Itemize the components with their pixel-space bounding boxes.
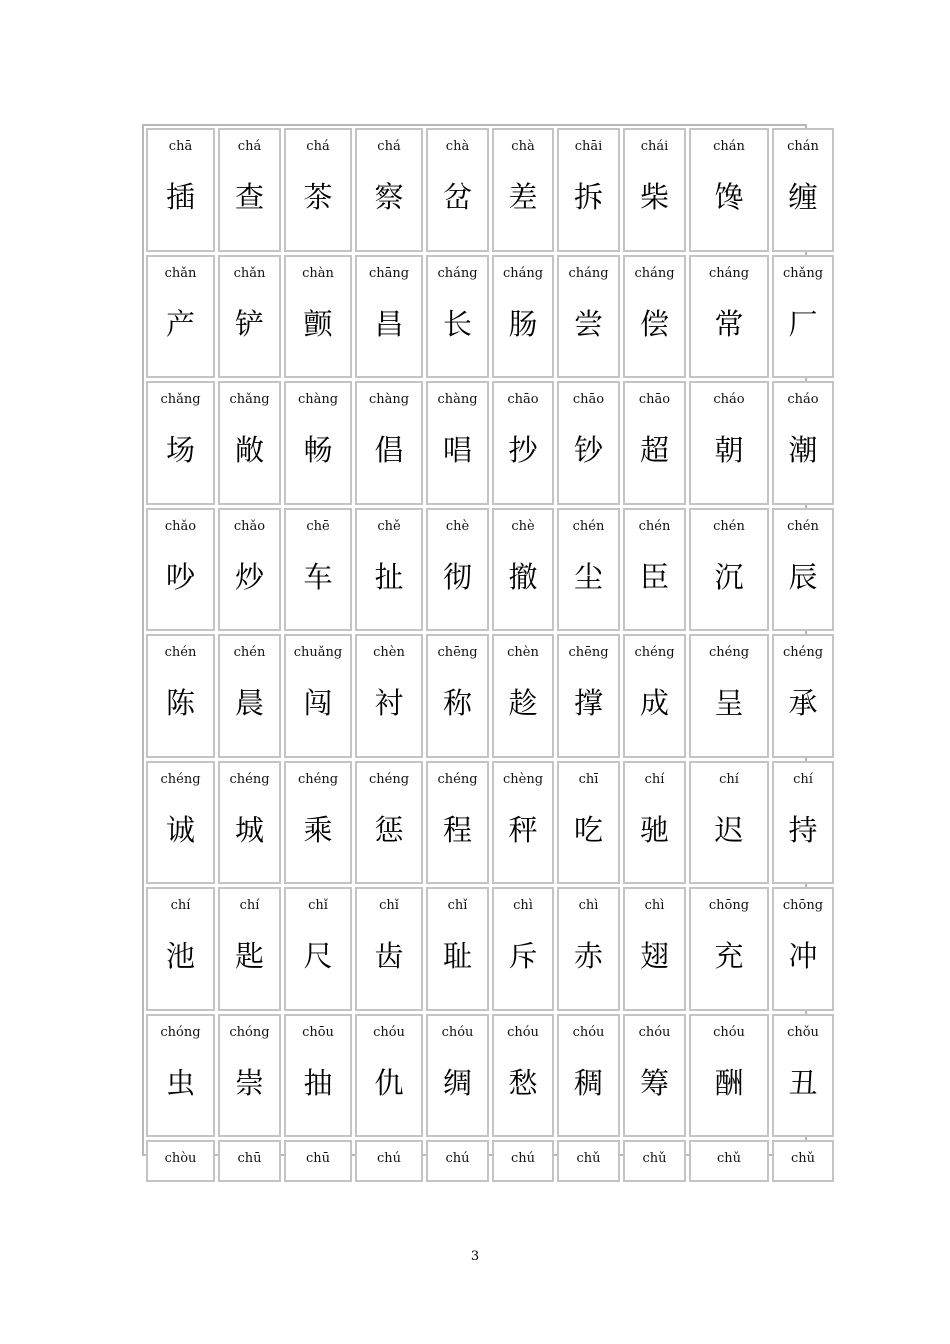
pinyin-label: chá bbox=[377, 139, 401, 154]
character-card bbox=[772, 381, 834, 505]
pinyin-label: chàng bbox=[297, 392, 339, 407]
hanzi-character: 衬 bbox=[374, 686, 404, 720]
pinyin-label: chén bbox=[164, 645, 197, 660]
character-card bbox=[689, 761, 769, 885]
pinyin-label: chén bbox=[233, 645, 266, 660]
character-card bbox=[492, 634, 554, 758]
hanzi-character: 畅 bbox=[303, 433, 333, 467]
pinyin-label: chéng bbox=[297, 771, 339, 787]
hanzi-character: 柴 bbox=[639, 180, 669, 214]
character-card bbox=[284, 1014, 352, 1138]
character-card bbox=[689, 381, 769, 505]
pinyin-label: chéng bbox=[229, 771, 270, 787]
pinyin-label: chǎng bbox=[160, 392, 201, 407]
character-card bbox=[355, 508, 423, 632]
hanzi-character: 倡 bbox=[374, 433, 404, 467]
character-card bbox=[492, 1140, 554, 1182]
character-card bbox=[623, 508, 686, 632]
page-number: 3 bbox=[470, 1249, 480, 1264]
pinyin-label: chǎng bbox=[229, 392, 270, 407]
pinyin-label: chōu bbox=[302, 1024, 334, 1040]
hanzi-character: 彻 bbox=[442, 559, 472, 594]
hanzi-character: 充 bbox=[714, 939, 744, 973]
hanzi-character: 吃 bbox=[573, 812, 603, 847]
hanzi-character: 产 bbox=[165, 306, 195, 341]
character-card bbox=[284, 381, 352, 505]
hanzi-character: 承 bbox=[788, 686, 818, 720]
hanzi-character: 丑 bbox=[788, 1065, 818, 1100]
hanzi-character: 耻 bbox=[442, 939, 472, 973]
hanzi-character: 尘 bbox=[573, 559, 603, 594]
character-card bbox=[557, 128, 620, 252]
character-card bbox=[218, 887, 281, 1011]
character-card bbox=[623, 381, 686, 505]
pinyin-label: cháng bbox=[568, 265, 609, 281]
pinyin-label: chàng bbox=[368, 392, 410, 407]
pinyin-label: chóu bbox=[373, 1024, 405, 1040]
pinyin-label: chéng bbox=[708, 645, 750, 660]
character-card bbox=[146, 1140, 215, 1182]
pinyin-label: cháng bbox=[634, 265, 675, 281]
hanzi-character: 查 bbox=[234, 180, 264, 214]
character-card bbox=[689, 508, 769, 632]
hanzi-character: 城 bbox=[234, 812, 264, 847]
character-card bbox=[355, 1014, 423, 1138]
hanzi-character: 翅 bbox=[639, 939, 669, 973]
pinyin-label: chóu bbox=[638, 1024, 671, 1040]
character-card bbox=[557, 1014, 620, 1138]
hanzi-character: 察 bbox=[374, 180, 404, 214]
character-card bbox=[557, 761, 620, 885]
pinyin-label: chì bbox=[644, 898, 665, 913]
pinyin-label: chú bbox=[376, 1151, 402, 1166]
hanzi-character: 钞 bbox=[573, 433, 603, 467]
pinyin-label: chà bbox=[445, 139, 470, 154]
character-card bbox=[426, 634, 489, 758]
character-card bbox=[146, 255, 215, 379]
pinyin-label: chǎng bbox=[782, 265, 824, 281]
pinyin-label: chōng bbox=[782, 898, 824, 913]
hanzi-character: 程 bbox=[442, 812, 472, 847]
hanzi-character: 场 bbox=[165, 433, 195, 467]
pinyin-label: chú bbox=[445, 1151, 470, 1166]
pinyin-label: chén bbox=[787, 518, 819, 534]
pinyin-label: chē bbox=[306, 518, 330, 534]
hanzi-character: 迟 bbox=[714, 812, 744, 847]
pinyin-label: chě bbox=[377, 518, 401, 534]
character-card bbox=[355, 255, 423, 379]
hanzi-character: 赤 bbox=[573, 939, 603, 973]
hanzi-character: 陈 bbox=[165, 686, 195, 720]
hanzi-character: 呈 bbox=[714, 686, 744, 720]
character-card bbox=[284, 761, 352, 885]
hanzi-character: 颤 bbox=[303, 306, 333, 341]
hanzi-character: 崇 bbox=[234, 1065, 264, 1100]
pinyin-label: cháng bbox=[437, 265, 478, 281]
hanzi-character: 茶 bbox=[303, 180, 333, 214]
character-card bbox=[355, 381, 423, 505]
pinyin-label: chēng bbox=[568, 645, 609, 660]
pinyin-label: chāo bbox=[572, 392, 605, 407]
character-card bbox=[492, 761, 554, 885]
character-card bbox=[426, 1140, 489, 1182]
character-card bbox=[426, 508, 489, 632]
character-card bbox=[355, 761, 423, 885]
hanzi-character: 抄 bbox=[508, 433, 538, 467]
hanzi-character: 辰 bbox=[788, 559, 818, 594]
pinyin-label: chí bbox=[719, 771, 739, 787]
hanzi-character: 持 bbox=[788, 812, 818, 847]
pinyin-label: chǐ bbox=[447, 898, 468, 913]
character-card bbox=[284, 887, 352, 1011]
character-card bbox=[492, 381, 554, 505]
hanzi-character: 酬 bbox=[714, 1065, 744, 1100]
character-card bbox=[284, 255, 352, 379]
pinyin-label: chǐ bbox=[308, 898, 328, 913]
character-card bbox=[426, 887, 489, 1011]
character-card bbox=[557, 508, 620, 632]
pinyin-label: chí bbox=[239, 898, 260, 913]
pinyin-label: cháng bbox=[502, 265, 544, 281]
character-card bbox=[284, 128, 352, 252]
pinyin-label: chū bbox=[305, 1151, 331, 1166]
hanzi-character: 愁 bbox=[508, 1065, 538, 1100]
hanzi-character: 拆 bbox=[573, 180, 603, 214]
pinyin-label: chéng bbox=[160, 771, 201, 787]
pinyin-label: chǎo bbox=[233, 518, 266, 534]
character-card bbox=[218, 381, 281, 505]
character-card bbox=[623, 255, 686, 379]
character-card bbox=[772, 1014, 834, 1138]
character-card bbox=[557, 887, 620, 1011]
character-card bbox=[623, 1140, 686, 1182]
hanzi-character: 厂 bbox=[788, 306, 818, 341]
hanzi-character: 唱 bbox=[442, 433, 472, 467]
pinyin-label: chí bbox=[793, 771, 813, 787]
character-card bbox=[355, 1140, 423, 1182]
hanzi-character: 惩 bbox=[374, 812, 404, 847]
pinyin-label: chén bbox=[638, 518, 671, 534]
character-card bbox=[557, 255, 620, 379]
hanzi-character: 常 bbox=[714, 306, 744, 341]
character-card bbox=[146, 887, 215, 1011]
hanzi-character: 晨 bbox=[234, 686, 264, 720]
pinyin-label: chǎo bbox=[164, 518, 197, 534]
pinyin-label: chóu bbox=[713, 1024, 745, 1040]
pinyin-label: chǎn bbox=[233, 265, 266, 281]
pinyin-label: chéng bbox=[634, 645, 675, 660]
pinyin-label: chuǎng bbox=[293, 645, 343, 660]
hanzi-character: 虫 bbox=[165, 1065, 195, 1100]
pinyin-label: chì bbox=[513, 898, 533, 913]
pinyin-label: cháo bbox=[787, 392, 819, 407]
character-card bbox=[689, 1140, 769, 1182]
character-card bbox=[146, 1014, 215, 1138]
character-card bbox=[218, 508, 281, 632]
character-card bbox=[426, 761, 489, 885]
pinyin-label: chá bbox=[306, 139, 330, 154]
pinyin-label: chēng bbox=[437, 645, 478, 660]
pinyin-label: chū bbox=[237, 1151, 262, 1166]
pinyin-label: chè bbox=[511, 518, 535, 534]
pinyin-label: chéng bbox=[368, 771, 410, 787]
pinyin-label: chóng bbox=[160, 1024, 201, 1040]
hanzi-character: 扯 bbox=[374, 559, 404, 594]
character-card bbox=[623, 128, 686, 252]
pinyin-label: chèn bbox=[507, 645, 539, 660]
pinyin-label: cháng bbox=[708, 265, 750, 281]
character-card bbox=[623, 1014, 686, 1138]
pinyin-label: chāo bbox=[638, 392, 671, 407]
hanzi-character: 冲 bbox=[788, 939, 818, 973]
character-card bbox=[492, 887, 554, 1011]
pinyin-label: chǔ bbox=[642, 1151, 667, 1166]
hanzi-character: 称 bbox=[442, 686, 472, 720]
character-card bbox=[426, 1014, 489, 1138]
character-card bbox=[623, 887, 686, 1011]
pinyin-label: chén bbox=[572, 518, 605, 534]
character-card bbox=[623, 761, 686, 885]
hanzi-character: 吵 bbox=[165, 559, 195, 594]
pinyin-label: chī bbox=[578, 771, 599, 787]
hanzi-character: 撑 bbox=[573, 686, 603, 720]
pinyin-label: chèn bbox=[373, 645, 405, 660]
character-card bbox=[218, 1140, 281, 1182]
pinyin-label: chǎn bbox=[164, 265, 197, 281]
character-card bbox=[218, 255, 281, 379]
hanzi-character: 闯 bbox=[303, 686, 333, 720]
character-card bbox=[355, 634, 423, 758]
hanzi-character: 撤 bbox=[508, 559, 538, 594]
character-card bbox=[218, 128, 281, 252]
character-card bbox=[689, 128, 769, 252]
pinyin-label: chāi bbox=[574, 139, 603, 154]
pinyin-label: cháo bbox=[713, 392, 745, 407]
pinyin-label: chàng bbox=[437, 392, 478, 407]
character-card bbox=[772, 887, 834, 1011]
hanzi-character: 乘 bbox=[303, 812, 333, 847]
hanzi-character: 岔 bbox=[442, 180, 472, 214]
hanzi-character: 池 bbox=[165, 939, 195, 973]
hanzi-character: 驰 bbox=[639, 812, 669, 847]
character-card bbox=[557, 634, 620, 758]
character-card bbox=[689, 255, 769, 379]
hanzi-character: 偿 bbox=[639, 306, 669, 341]
character-card bbox=[772, 634, 834, 758]
character-card bbox=[557, 1140, 620, 1182]
pinyin-label: chóu bbox=[507, 1024, 539, 1040]
character-card bbox=[689, 1014, 769, 1138]
character-card bbox=[772, 761, 834, 885]
hanzi-character: 沉 bbox=[714, 559, 744, 594]
pinyin-label: chè bbox=[445, 518, 470, 534]
hanzi-character: 插 bbox=[165, 180, 195, 214]
pinyin-label: chóu bbox=[572, 1024, 605, 1040]
character-card bbox=[426, 128, 489, 252]
character-card bbox=[355, 128, 423, 252]
pinyin-label: chǔ bbox=[716, 1151, 742, 1166]
hanzi-character: 昌 bbox=[374, 306, 404, 341]
character-card bbox=[284, 634, 352, 758]
character-card bbox=[492, 1014, 554, 1138]
hanzi-character: 臣 bbox=[639, 559, 669, 594]
character-card bbox=[426, 381, 489, 505]
hanzi-character: 肠 bbox=[508, 306, 538, 341]
character-card bbox=[146, 128, 215, 252]
pinyin-label: chǔ bbox=[576, 1151, 601, 1166]
character-card bbox=[146, 761, 215, 885]
character-card bbox=[218, 634, 281, 758]
pinyin-label: chá bbox=[237, 139, 262, 154]
hanzi-character: 仇 bbox=[374, 1065, 404, 1100]
pinyin-label: chéng bbox=[437, 771, 478, 787]
pinyin-label: chèng bbox=[502, 771, 544, 787]
pinyin-label: chéng bbox=[782, 645, 824, 660]
character-card bbox=[772, 128, 834, 252]
hanzi-character: 绸 bbox=[442, 1065, 472, 1100]
character-card bbox=[146, 634, 215, 758]
character-card bbox=[689, 887, 769, 1011]
pinyin-label: chì bbox=[578, 898, 599, 913]
hanzi-character: 尝 bbox=[573, 306, 603, 341]
pinyin-label: chā bbox=[168, 139, 193, 154]
pinyin-label: chái bbox=[640, 139, 669, 154]
pinyin-label: chí bbox=[170, 898, 191, 913]
pinyin-label: chóng bbox=[229, 1024, 270, 1040]
pinyin-label: chōng bbox=[708, 898, 750, 913]
character-card bbox=[492, 508, 554, 632]
character-card bbox=[218, 761, 281, 885]
pinyin-label: chòu bbox=[164, 1151, 197, 1166]
hanzi-character: 匙 bbox=[234, 939, 264, 973]
hanzi-character: 趁 bbox=[508, 686, 538, 720]
pinyin-label: chú bbox=[510, 1151, 536, 1166]
hanzi-character: 潮 bbox=[788, 433, 818, 467]
pinyin-label: chóu bbox=[441, 1024, 474, 1040]
pinyin-label: chán bbox=[713, 139, 745, 154]
character-card bbox=[772, 508, 834, 632]
hanzi-character: 馋 bbox=[714, 180, 744, 214]
character-card bbox=[146, 508, 215, 632]
pinyin-label: chàn bbox=[302, 265, 334, 281]
hanzi-character: 尺 bbox=[303, 939, 333, 973]
pinyin-label: chāo bbox=[507, 392, 539, 407]
character-card bbox=[689, 634, 769, 758]
pinyin-label: chén bbox=[713, 518, 745, 534]
character-card bbox=[557, 381, 620, 505]
hanzi-character: 炒 bbox=[234, 559, 264, 594]
hanzi-character: 缠 bbox=[788, 180, 818, 214]
pinyin-character-grid bbox=[142, 124, 824, 1166]
hanzi-character: 诚 bbox=[165, 812, 195, 847]
character-card bbox=[426, 255, 489, 379]
character-card bbox=[146, 381, 215, 505]
hanzi-character: 超 bbox=[639, 433, 669, 467]
character-card bbox=[623, 634, 686, 758]
character-card bbox=[355, 887, 423, 1011]
hanzi-character: 差 bbox=[508, 180, 538, 214]
hanzi-character: 抽 bbox=[303, 1065, 333, 1100]
character-card bbox=[284, 508, 352, 632]
hanzi-character: 敞 bbox=[234, 433, 264, 467]
character-card bbox=[218, 1014, 281, 1138]
pinyin-label: chí bbox=[644, 771, 665, 787]
pinyin-label: chǒu bbox=[787, 1024, 819, 1040]
hanzi-character: 秤 bbox=[508, 812, 538, 847]
hanzi-character: 车 bbox=[303, 559, 333, 594]
hanzi-character: 稠 bbox=[573, 1065, 603, 1100]
hanzi-character: 长 bbox=[442, 306, 472, 341]
hanzi-character: 筹 bbox=[639, 1065, 669, 1100]
hanzi-character: 成 bbox=[639, 686, 669, 720]
hanzi-character: 齿 bbox=[374, 939, 404, 973]
pinyin-label: chǔ bbox=[790, 1151, 816, 1166]
pinyin-label: chāng bbox=[368, 265, 410, 281]
hanzi-character: 斥 bbox=[508, 939, 538, 973]
pinyin-label: chán bbox=[787, 139, 819, 154]
pinyin-label: chǐ bbox=[379, 898, 399, 913]
character-card bbox=[284, 1140, 352, 1182]
character-card bbox=[492, 255, 554, 379]
hanzi-character: 铲 bbox=[234, 306, 264, 341]
character-card bbox=[772, 255, 834, 379]
character-card bbox=[492, 128, 554, 252]
pinyin-label: chà bbox=[511, 139, 535, 154]
hanzi-character: 朝 bbox=[714, 433, 744, 467]
character-card bbox=[772, 1140, 834, 1182]
